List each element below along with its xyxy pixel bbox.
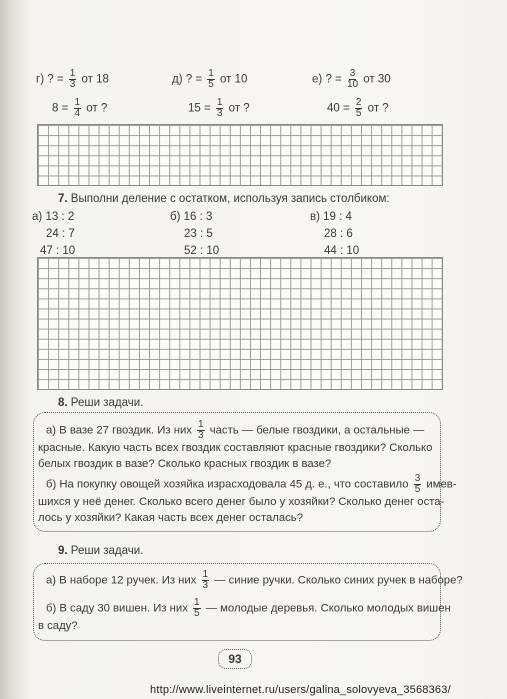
expr-d-2: 15 = $\frac{1}{3}$ от ? <box>188 97 250 119</box>
expr-e-2: 40 = $\frac{2}{5}$ от ? <box>327 97 389 119</box>
task7-col-c: в) 19 : 4 28 : 6 44 : 10 <box>310 211 360 257</box>
watermark-url: http://www.liveinternet.ru/users/galina_solovyeva_3568363/ <box>150 684 451 696</box>
task8-problem-a: а) В вазе 27 гвоздик. Из них $\frac{1}{3}$ часть — белые гвоздики, а остальные — красные. Какую часть всех гвоздик составляют красные гвоздики? Сколько белых гвоздик в вазе? Сколько красных гвоздик в вазе? <box>38 419 433 470</box>
expr-g-1: г) ? = $\frac{1}{3}$ от 18 <box>36 68 109 90</box>
task9-heading: 9. Реши задачи. <box>58 545 144 557</box>
expr-d-1: д) ? = $\frac{1}{5}$ от 10 <box>172 68 248 90</box>
task7-col-a: а) 13 : 2 24 : 7 47 : 10 <box>32 211 76 257</box>
task8-heading: 8. Реши задачи. <box>58 397 144 409</box>
task8-problem-b: б) На покупку овощей хозяйка израсходовала 45 д. е., что составило $\frac{3}{5}$ имев- шихся у неё денег. Сколько всего денег было у хозяйки? Сколько денег оста- лось у хозяйки? Какая часть всех денег осталась? <box>38 473 457 524</box>
task9-problem-b: б) В саду 30 вишен. Из них $\frac{1}{5}$ — молодые деревья. Сколько молодых вишен в саду? <box>38 597 451 632</box>
page-number: 93 <box>218 649 252 669</box>
task9-problem-a: а) В наборе 12 ручек. Из них $\frac{1}{3}$ — синие ручки. Сколько синих ручек в наборе? <box>46 569 463 591</box>
answer-grid-1[interactable] <box>37 124 443 186</box>
answer-grid-2[interactable] <box>37 257 443 390</box>
expr-e-1: е) ? = $\frac{3}{10}$ от 30 <box>312 68 391 90</box>
task7-col-b: б) 16 : 3 23 : 5 52 : 10 <box>170 211 220 257</box>
task7-heading: 7. Выполни деление с остатком, используя запись столбиком: <box>58 193 390 205</box>
expr-g-2: 8 = $\frac{1}{4}$ от ? <box>52 97 108 119</box>
